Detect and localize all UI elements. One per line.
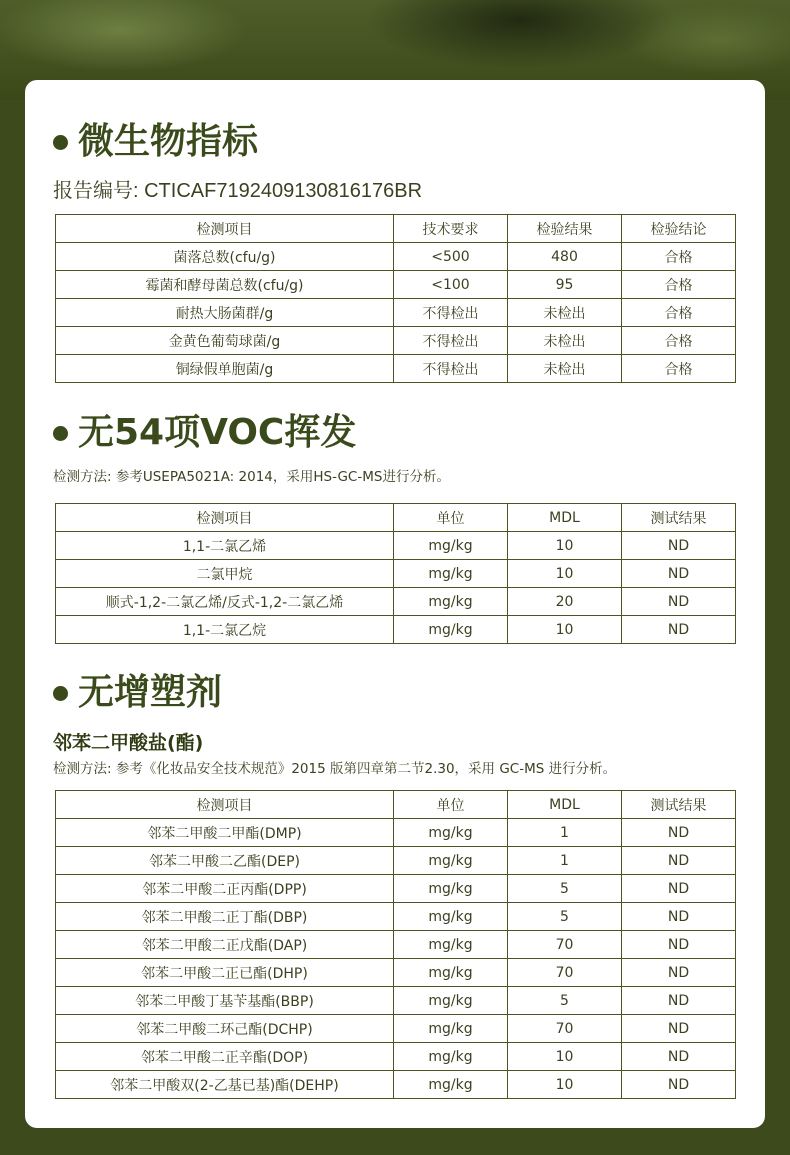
bullet-dot-icon	[53, 426, 68, 441]
table-cell: mg/kg	[394, 532, 508, 560]
table-row	[56, 1043, 736, 1071]
plasticizer-method: 检测方法: 参考《化妆品安全技术规范》2015 版第四章第二节2.30，采用 GC-MS 进行分析。	[53, 761, 617, 777]
table-cell: ND	[622, 1071, 736, 1099]
table-cell: 不得检出	[394, 327, 508, 355]
table-cell: ND	[622, 903, 736, 931]
table-cell: mg/kg	[394, 931, 508, 959]
table-row	[56, 271, 736, 299]
table-cell: 邻苯二甲酸丁基苄基酯(BBP)	[56, 987, 394, 1015]
table-row	[56, 588, 736, 616]
table-cell: mg/kg	[394, 987, 508, 1015]
voc-table	[55, 503, 736, 644]
header-cell: 检测项目	[56, 504, 394, 532]
table-cell: mg/kg	[394, 588, 508, 616]
table-cell: ND	[622, 616, 736, 644]
table-cell: 10	[508, 1071, 622, 1099]
table-cell: ND	[622, 931, 736, 959]
table-row	[56, 875, 736, 903]
table-cell: ND	[622, 1043, 736, 1071]
header-cell: MDL	[508, 504, 622, 532]
table-cell: 邻苯二甲酸二正丁酯(DBP)	[56, 903, 394, 931]
table-cell: 菌落总数(cfu/g)	[56, 243, 394, 271]
table-cell: ND	[622, 987, 736, 1015]
bullet-dot-icon	[53, 686, 68, 701]
table-row	[56, 532, 736, 560]
table-cell: mg/kg	[394, 1071, 508, 1099]
table-row	[56, 847, 736, 875]
table-cell: 10	[508, 532, 622, 560]
table-row	[56, 327, 736, 355]
header-cell: 技术要求	[394, 215, 508, 243]
table-cell: 未检出	[508, 327, 622, 355]
table-cell: mg/kg	[394, 847, 508, 875]
table-cell: 480	[508, 243, 622, 271]
table-cell: 合格	[622, 327, 736, 355]
header-cell: 检测项目	[56, 215, 394, 243]
table-cell: 不得检出	[394, 355, 508, 383]
table-row	[56, 987, 736, 1015]
header-cell: 单位	[394, 504, 508, 532]
table-cell: 二氯甲烷	[56, 560, 394, 588]
section-title-micro	[53, 120, 258, 164]
table-cell: 70	[508, 1015, 622, 1043]
table-cell: 邻苯二甲酸二环己酯(DCHP)	[56, 1015, 394, 1043]
table-cell: 邻苯二甲酸双(2-乙基已基)酯(DEHP)	[56, 1071, 394, 1099]
table-cell: ND	[622, 875, 736, 903]
table-cell: ND	[622, 819, 736, 847]
table-cell: mg/kg	[394, 1043, 508, 1071]
table-cell: 10	[508, 1043, 622, 1071]
table-cell: ND	[622, 1015, 736, 1043]
table-cell: 10	[508, 560, 622, 588]
table-cell: mg/kg	[394, 875, 508, 903]
table-cell: 合格	[622, 271, 736, 299]
table-cell: 1,1-二氯乙烯	[56, 532, 394, 560]
header-cell: 检验结论	[622, 215, 736, 243]
table-row	[56, 1015, 736, 1043]
table-cell: mg/kg	[394, 616, 508, 644]
table-cell: 5	[508, 903, 622, 931]
table-header-row	[56, 215, 736, 243]
header-cell: 检验结果	[508, 215, 622, 243]
header-cell: 测试结果	[622, 791, 736, 819]
table-row	[56, 959, 736, 987]
header-cell: MDL	[508, 791, 622, 819]
table-row	[56, 931, 736, 959]
header-cell: 测试结果	[622, 504, 736, 532]
table-cell: 霉菌和酵母菌总数(cfu/g)	[56, 271, 394, 299]
table-header-row	[56, 504, 736, 532]
table-cell: mg/kg	[394, 959, 508, 987]
table-cell: 1	[508, 819, 622, 847]
table-row	[56, 355, 736, 383]
table-cell: 合格	[622, 243, 736, 271]
table-cell: ND	[622, 560, 736, 588]
voc-method: 检测方法: 参考USEPA5021A: 2014，采用HS-GC-MS进行分析。	[53, 469, 450, 485]
table-cell: ND	[622, 588, 736, 616]
table-cell: 邻苯二甲酸二甲酯(DMP)	[56, 819, 394, 847]
table-cell: 20	[508, 588, 622, 616]
table-cell: 铜绿假单胞菌/g	[56, 355, 394, 383]
table-row	[56, 560, 736, 588]
table-cell: ND	[622, 847, 736, 875]
plasticizer-table	[55, 790, 736, 1099]
table-cell: 10	[508, 616, 622, 644]
bullet-dot-icon	[53, 135, 68, 150]
table-cell: <500	[394, 243, 508, 271]
table-cell: 95	[508, 271, 622, 299]
table-row	[56, 299, 736, 327]
table-cell: 邻苯二甲酸二正戊酯(DAP)	[56, 931, 394, 959]
table-cell: 70	[508, 959, 622, 987]
table-header-row	[56, 791, 736, 819]
table-cell: 邻苯二甲酸二正辛酯(DOP)	[56, 1043, 394, 1071]
table-cell: 金黄色葡萄球菌/g	[56, 327, 394, 355]
table-cell: ND	[622, 959, 736, 987]
table-row	[56, 1071, 736, 1099]
table-row	[56, 616, 736, 644]
table-cell: mg/kg	[394, 1015, 508, 1043]
micro-table	[55, 214, 736, 383]
table-cell: 合格	[622, 299, 736, 327]
section-title-voc	[53, 411, 356, 455]
table-row	[56, 903, 736, 931]
table-row	[56, 243, 736, 271]
table-cell: 70	[508, 931, 622, 959]
micro-title: 微生物指标	[78, 121, 259, 162]
report-number: 报告编号: CTICAF7192409130816176BR	[53, 180, 423, 202]
table-cell: <100	[394, 271, 508, 299]
table-cell: mg/kg	[394, 560, 508, 588]
table-cell: 耐热大肠菌群/g	[56, 299, 394, 327]
table-cell: 不得检出	[394, 299, 508, 327]
table-cell: 5	[508, 875, 622, 903]
table-cell: 5	[508, 987, 622, 1015]
header-cell: 单位	[394, 791, 508, 819]
plasticizer-subtitle: 邻苯二甲酸盐(酯)	[53, 732, 204, 754]
table-cell: ND	[622, 532, 736, 560]
table-cell: mg/kg	[394, 819, 508, 847]
table-cell: 合格	[622, 355, 736, 383]
plasticizer-title: 无增塑剂	[78, 672, 223, 713]
table-cell: 未检出	[508, 355, 622, 383]
report-card	[25, 80, 765, 1128]
section-title-plasticizer	[53, 671, 222, 715]
table-cell: 邻苯二甲酸二正丙酯(DPP)	[56, 875, 394, 903]
table-cell: mg/kg	[394, 903, 508, 931]
table-cell: 未检出	[508, 299, 622, 327]
voc-title: 无54项VOC挥发	[78, 412, 357, 453]
table-cell: 1,1-二氯乙烷	[56, 616, 394, 644]
table-cell: 邻苯二甲酸二正已酯(DHP)	[56, 959, 394, 987]
table-cell: 邻苯二甲酸二乙酯(DEP)	[56, 847, 394, 875]
header-cell: 检测项目	[56, 791, 394, 819]
table-row	[56, 819, 736, 847]
table-cell: 1	[508, 847, 622, 875]
table-cell: 顺式-1,2-二氯乙烯/反式-1,2-二氯乙烯	[56, 588, 394, 616]
